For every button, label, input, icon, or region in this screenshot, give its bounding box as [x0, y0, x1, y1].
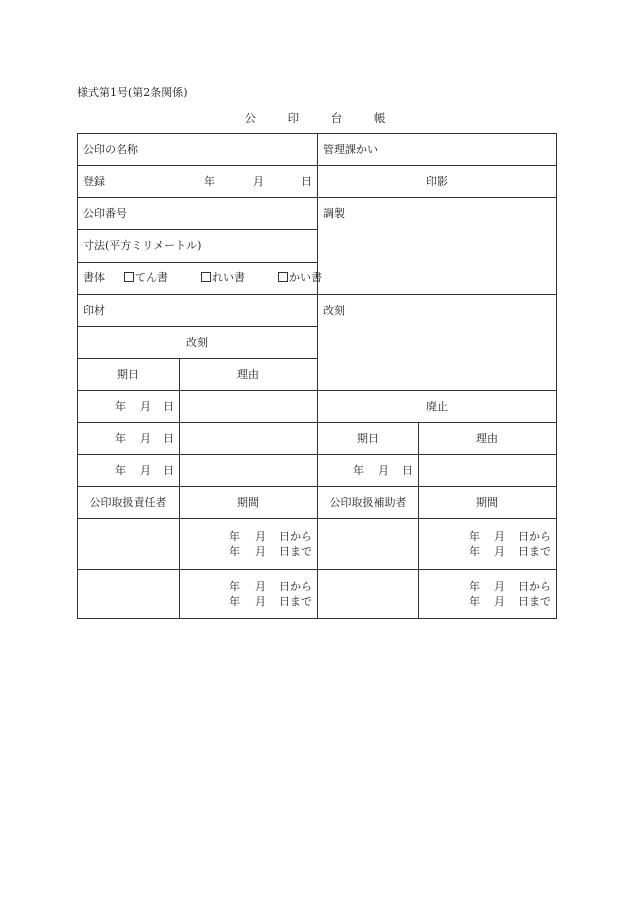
officer-period-from-month: 月: [255, 580, 266, 593]
seal-name-label: 公印の名称: [83, 143, 138, 156]
assistant-period-to-month: 月: [494, 595, 505, 608]
assistant-period-to-suffix: 日まで: [518, 595, 551, 608]
assistant-period-label: 期間: [476, 496, 498, 509]
form-title: [0, 110, 630, 126]
abolition-date-label: 期日: [357, 432, 379, 445]
typeface-label: 書体: [83, 271, 105, 284]
officer-period-from-year: 年: [229, 530, 240, 543]
assistant-period-to-month: 月: [494, 545, 505, 558]
title-char: 帳: [373, 111, 386, 125]
table-rules: [77, 133, 557, 619]
officer-period-to-suffix: 日まで: [279, 545, 312, 558]
registration-month: 月: [253, 175, 264, 188]
preparation-label: 調製: [323, 207, 345, 220]
typeface-option: れい書: [212, 271, 245, 284]
assistant-period-to-suffix: 日まで: [518, 545, 551, 558]
assistant-period-from-year: 年: [469, 530, 480, 543]
assistant-period-from-month: 月: [494, 530, 505, 543]
officer-period-from-month: 月: [255, 530, 266, 543]
officer-period-from-suffix: 日から: [279, 530, 312, 543]
recarving-section-label: 改刻: [186, 336, 208, 349]
assistant-period-to-year: 年: [469, 595, 480, 608]
title-char: 印: [287, 111, 300, 125]
typeface-row: [83, 272, 322, 283]
recarving-day: 日: [163, 432, 174, 445]
recarving-date-label: 期日: [117, 368, 139, 381]
typeface-checkbox[interactable]: [278, 272, 288, 282]
officer-label: 公印取扱責任者: [89, 496, 167, 509]
recarving-label: 改刻: [323, 304, 345, 317]
recarving-reason-label: 理由: [237, 368, 259, 381]
managing-section-label: 管理課かい: [323, 143, 378, 156]
typeface-checkbox[interactable]: [201, 272, 211, 282]
material-label: 印材: [83, 304, 105, 317]
registration-day: 日: [301, 175, 312, 188]
recarving-month: 月: [140, 464, 151, 477]
abolition-reason-label: 理由: [476, 432, 498, 445]
assistant-period-to-year: 年: [469, 545, 480, 558]
abolition-day: 日: [402, 464, 413, 477]
officer-period-to-suffix: 日まで: [279, 595, 312, 608]
assistant-period-from-month: 月: [494, 580, 505, 593]
officer-period-from-suffix: 日から: [279, 580, 312, 593]
officer-period-label: 期間: [237, 496, 259, 509]
assistant-period-from-suffix: 日から: [518, 580, 551, 593]
recarving-month: 月: [140, 432, 151, 445]
assistant-label: 公印取扱補助者: [329, 496, 407, 509]
recarving-day: 日: [163, 400, 174, 413]
officer-period-to-month: 月: [255, 545, 266, 558]
typeface-option: かい書: [289, 271, 322, 284]
abolition-month: 月: [378, 464, 389, 477]
seal-ledger-table: [77, 133, 557, 619]
abolition-label: 廃止: [426, 400, 448, 413]
registration-year: 年: [204, 175, 215, 188]
seal-number-label: 公印番号: [83, 207, 127, 220]
officer-period-to-year: 年: [229, 545, 240, 558]
assistant-period-from-suffix: 日から: [518, 530, 551, 543]
officer-period-from-year: 年: [229, 580, 240, 593]
registration-label: 登録: [83, 175, 105, 188]
recarving-year: 年: [115, 464, 126, 477]
assistant-period-from-year: 年: [469, 580, 480, 593]
title-char: 台: [330, 111, 343, 125]
recarving-year: 年: [115, 400, 126, 413]
officer-period-to-year: 年: [229, 595, 240, 608]
officer-period-to-month: 月: [255, 595, 266, 608]
recarving-day: 日: [163, 464, 174, 477]
title-char: 公: [244, 111, 257, 125]
abolition-year: 年: [353, 464, 364, 477]
typeface-checkbox[interactable]: [124, 272, 134, 282]
dimensions-label: 寸法(平方ミリメートル): [83, 239, 202, 252]
form-number: 様式第1号(第2条関係): [77, 86, 188, 99]
seal-impression-label: 印影: [426, 175, 448, 188]
recarving-year: 年: [115, 432, 126, 445]
recarving-month: 月: [140, 400, 151, 413]
typeface-option: てん書: [135, 271, 168, 284]
